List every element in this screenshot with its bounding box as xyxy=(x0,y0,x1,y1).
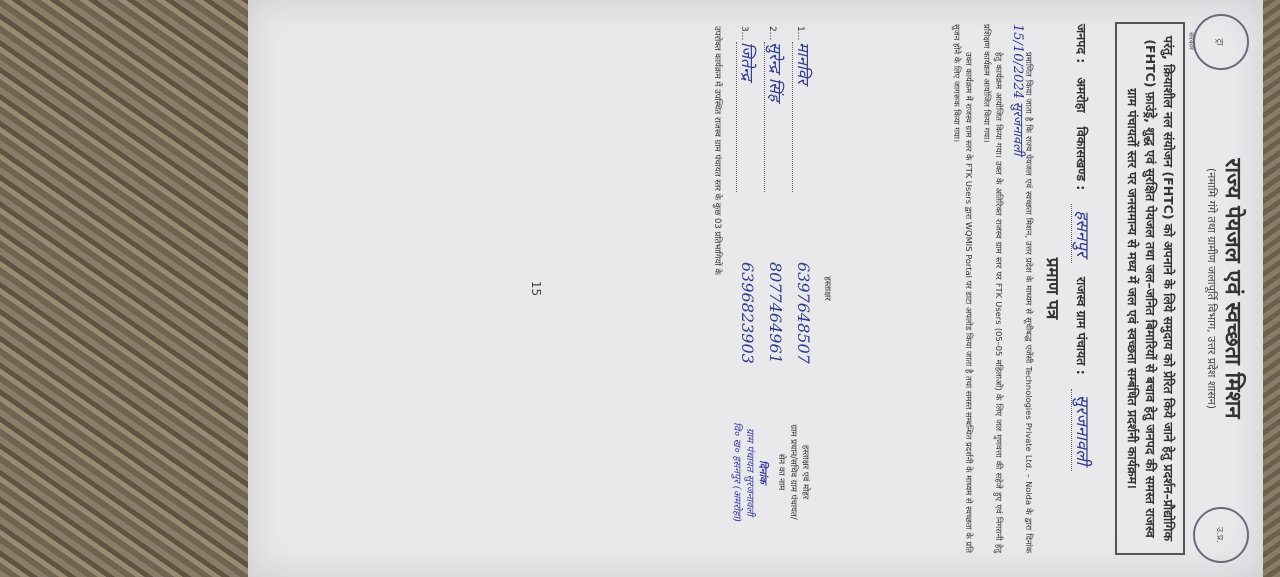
pradhan-stamp: दिनांक ग्राम पंचायत सुरजनावली वि० ख० हसनपुर (अमरोहा) xyxy=(731,422,768,522)
signature-name: मानविर xyxy=(792,42,815,192)
page-number: 15 xyxy=(529,280,543,297)
paragraph-3: उक्त कार्यक्रम में राजस्व ग्राम स्तर के FTK Users द्वारा WQMIS Portal पर डाटा अपलोड किया जाता है तथा समस्त सम्बन्धित प्रदर्शनी के माध्यम से स्वच्छता के प्रति सुजन होने के लिए जागरूक किया गया। xyxy=(951,24,975,553)
document-sheet xyxy=(248,0,1263,577)
blank-area xyxy=(248,0,523,577)
page-title: राज्य पेयजल एवं स्वच्छता मिशन xyxy=(1220,158,1245,419)
gram-value: सुरजनावली xyxy=(1071,389,1095,471)
certificate-body xyxy=(946,24,1035,553)
signature-name: जितेन्द्र xyxy=(736,42,759,192)
program-description-box: परंतु, क्रियाशील नल संयोजन (FHTC) को अपनाने के लिये समुदाय को प्रेरित किये जाने हेतु प्रदर्शन–प्रौद्योगिक (FHTC) फ़ाउंड्रे, शुद्ध एवं सुरक्षित पेयजल तथा जल–जनित बिमारियों से बचाव हेतु जनपद की समस्त राजस्व ग्राम पंचायतों स्तर पर जनसमान्य से मध्य में जल एवं स्वच्छता सम्बंधित प्रदर्शनी कार्यक्रम। xyxy=(1115,22,1185,555)
signature-name: सुरेन्द्र सिंह xyxy=(764,42,787,192)
janpad-value: अमरोहा xyxy=(1074,77,1089,113)
gram-label: राजस्व ग्राम पंचायत : xyxy=(1074,276,1089,375)
handwritten-date: 15/10/2024 xyxy=(1009,24,1025,99)
vikas-label: विकासखण्ड : xyxy=(1074,126,1089,191)
signature-phone: 6396823903 xyxy=(738,262,757,364)
paragraph-2: हेतु कार्यक्रम आयोजित किया गया। उक्त के अतिरिक्त राजस्व ग्राम स्तर पर FTK Users (05–05 महिलाओं) के लिए जल गुणवत्ता की सहेजे हुए एवं निगरानी हेतु प्रशिक्षण कार्यक्रम आयोजित किया गया। xyxy=(981,24,1005,553)
signature-phone: 8077464961 xyxy=(766,262,785,364)
woven-mat-edge xyxy=(1260,0,1280,577)
certificate-title: प्रमाण पत्र xyxy=(1042,257,1062,320)
woven-mat-background xyxy=(0,0,250,577)
signature-phone: 6397648507 xyxy=(794,262,813,364)
signatures-heading: हस्ताक्षर xyxy=(822,276,832,301)
signature-row: 1... मानविर 6397648507 xyxy=(794,26,813,364)
paragraph-1: प्रमाणित किया जाता है कि राज्य पेयजल एवं स्वच्छता मिशन, उत्तर प्रदेश के माध्यम से सूचीबद्ध एजेंसी Technologies Private Ltd. – Noida के द्वारा दिनांक 15/10/2024 सुरजनावली xyxy=(1009,24,1034,553)
state-emblem-logo: उ.प्र. xyxy=(1193,507,1249,563)
signature-row: 2... सुरेन्द्र सिंह 8077464961 xyxy=(766,26,785,364)
handwritten-gram: सुरजनावली xyxy=(1009,101,1025,156)
signature-list xyxy=(731,26,815,364)
department-logo-caption: सरकार xyxy=(1187,32,1195,50)
janpad-label: जनपद : xyxy=(1074,24,1089,64)
vikas-value: हसनपुर xyxy=(1071,204,1095,263)
pradhan-signature-block: हस्ताक्षर एवं मोहर ग्राम प्रधान/सचिव ग्राम पंचायत/ सेन का नाम दिनांक ग्राम पंचायत सुरजनावली वि० ख० हसनपुर (अमरोहा) xyxy=(730,397,811,547)
location-line xyxy=(1071,24,1095,553)
signature-row: 3... जितेन्द्र 6396823903 xyxy=(738,26,757,364)
footnote: उपरोक्त कार्यक्रम में उपस्थित राजस्व ग्राम पंचायत स्तर के कुछ 03 प्रतिभागियों के xyxy=(712,26,722,275)
rotated-page xyxy=(248,0,1263,577)
department-logo: ट्रा xyxy=(1193,14,1249,70)
page-subtitle: (नमामि गंगे तथा ग्रामीण जलापूर्ति विभाग, उत्तर प्रदेश शासन) xyxy=(1205,167,1218,410)
